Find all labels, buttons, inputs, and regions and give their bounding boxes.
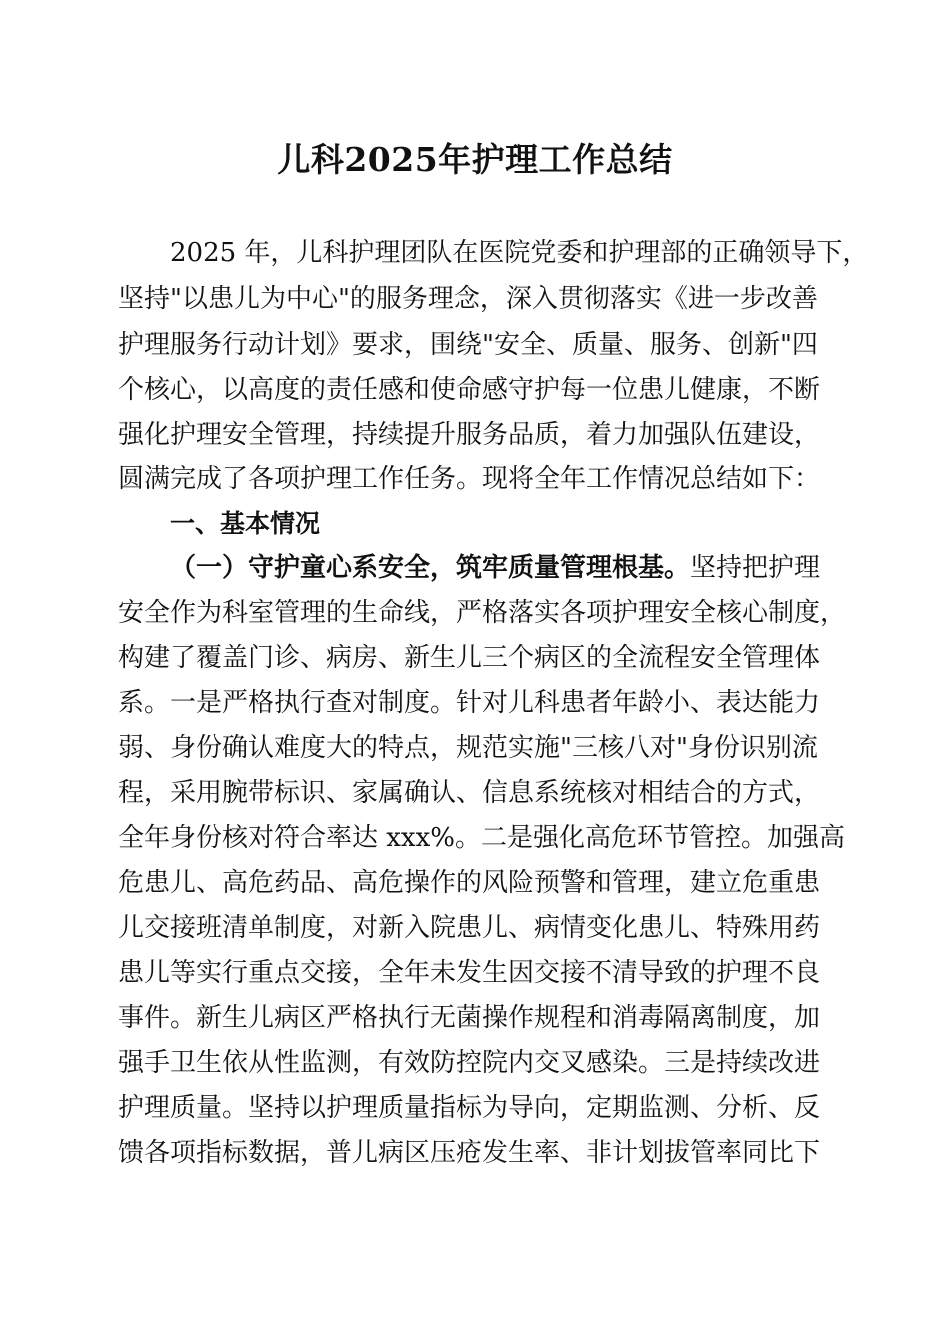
- section-heading: 一、基本情况: [170, 509, 321, 538]
- intro-line: 强化护理安全管理，持续提升服务品质，着力加强队伍建设，: [118, 420, 821, 450]
- body-line: 程，采用腕带标识、家属确认、信息系统核对相结合的方式，: [118, 778, 821, 808]
- body-line: 患儿等实行重点交接，全年未发生因交接不清导致的护理不良: [118, 958, 821, 988]
- body-line: 护理质量。坚持以护理质量指标为导向，定期监测、分析、反: [118, 1093, 821, 1123]
- subsection-first-line: [170, 551, 820, 585]
- body-line: 安全作为科室管理的生命线，严格落实各项护理安全核心制度，: [118, 598, 847, 628]
- body-line: 危患儿、高危药品、高危操作的风险预警和管理，建立危重患: [118, 868, 821, 898]
- intro-line: 护理服务行动计划》要求，围绕"安全、质量、服务、创新"四: [118, 330, 818, 360]
- body-line: 馈各项指标数据，普儿病区压疮发生率、非计划拔管率同比下: [118, 1138, 821, 1168]
- subsection-heading: （一）守护童心系安全，筑牢质量管理根基。: [170, 553, 691, 583]
- body-line: 全年身份核对符合率达 xxx%。二是强化高危环节管控。加强高: [118, 823, 845, 853]
- document-title: 儿科2025年护理工作总结: [277, 140, 673, 179]
- intro-line: 圆满完成了各项护理工作任务。现将全年工作情况总结如下：: [118, 464, 821, 494]
- body-line: 构建了覆盖门诊、病房、新生儿三个病区的全流程安全管理体: [118, 643, 821, 673]
- intro-line: 坚持"以患儿为中心"的服务理念，深入贯彻落实《进一步改善: [118, 284, 818, 314]
- body-line: 强手卫生依从性监测，有效防控院内交叉感染。三是持续改进: [118, 1048, 821, 1078]
- body-line: 弱、身份确认难度大的特点，规范实施"三核八对"身份识别流: [118, 733, 818, 763]
- intro-line: 个核心，以高度的责任感和使命感守护每一位患儿健康，不断: [118, 375, 821, 405]
- body-line: 儿交接班清单制度，对新入院患儿、病情变化患儿、特殊用药: [118, 913, 821, 943]
- intro-line: 2025 年，儿科护理团队在医院党委和护理部的正确领导下，: [170, 238, 869, 268]
- body-line: 系。一是严格执行查对制度。针对儿科患者年龄小、表达能力: [118, 688, 821, 718]
- body-line: 事件。新生儿病区严格执行无菌操作规程和消毒隔离制度，加: [118, 1003, 821, 1033]
- subsection-first-line-text: 坚持把护理: [690, 553, 821, 583]
